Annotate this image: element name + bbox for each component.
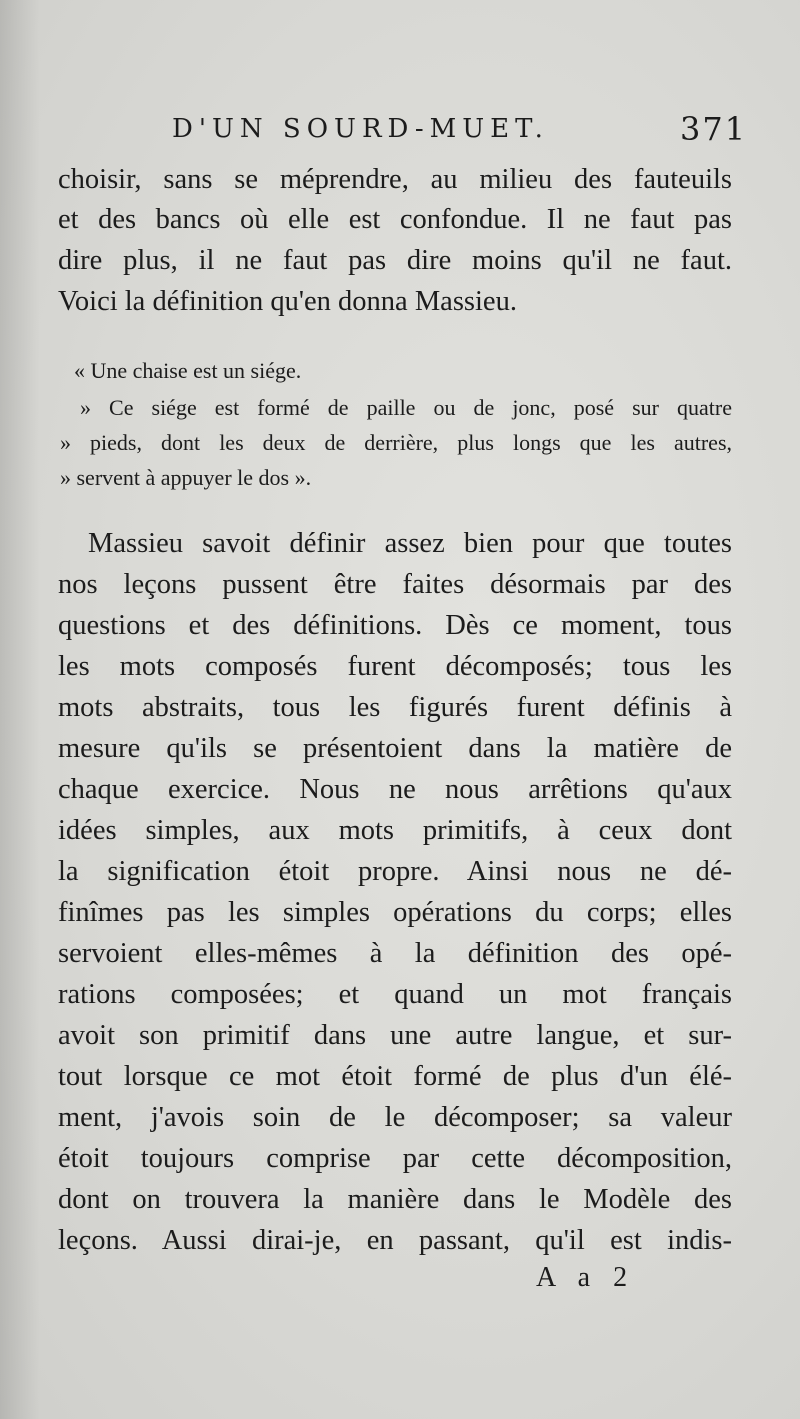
catchword: A a 2 <box>536 1262 636 1293</box>
text-line: chaque exercice. Nous ne nous arrêtions qu'aux <box>58 774 732 805</box>
quote-line: » pieds, dont les deux de derrière, plus longs que les autres, <box>60 430 732 455</box>
text-line: servoient elles-mêmes à la définition des opé- <box>58 938 732 969</box>
text-line: ment, j'avois soin de le décomposer; sa valeur <box>58 1102 732 1133</box>
quote-line: « Une chaise est un siége. <box>74 358 302 383</box>
text-line: Voici la définition qu'en donna Massieu. <box>58 286 517 317</box>
text-line: questions et des définitions. Dès ce moment, tous <box>58 610 732 641</box>
text-line: mesure qu'ils se présentoient dans la matière de <box>58 733 732 764</box>
quote-line: » servent à appuyer le dos ». <box>60 465 312 490</box>
text-line: dont on trouvera la manière dans le Modèle des <box>58 1184 732 1215</box>
text-line: rations composées; et quand un mot français <box>58 979 732 1010</box>
running-head: D'UN SOURD-MUET. <box>172 114 549 144</box>
quote-line: » Ce siége est formé de paille ou de jonc, posé sur quatre <box>80 395 732 420</box>
text-line: finîmes pas les simples opérations du corps; elles <box>58 897 732 928</box>
text-line: et des bancs où elle est confondue. Il ne faut pas <box>58 204 732 235</box>
gutter-shadow <box>0 0 40 1419</box>
text-line: tout lorsque ce mot étoit formé de plus d'un élé- <box>58 1061 732 1092</box>
text-line: mots abstraits, tous les figurés furent définis à <box>58 692 732 723</box>
page-number: 371 <box>680 110 748 148</box>
text-line: nos leçons pussent être faites désormais par des <box>58 569 732 600</box>
page-header <box>0 110 800 154</box>
text-line: les mots composés furent décomposés; tous les <box>58 651 732 682</box>
text-line: choisir, sans se méprendre, au milieu des fauteuils <box>58 164 732 195</box>
text-line: la signification étoit propre. Ainsi nous ne dé- <box>58 856 732 887</box>
text-line: leçons. Aussi dirai-je, en passant, qu'il est indis- <box>58 1225 732 1256</box>
text-line: idées simples, aux mots primitifs, à ceux dont <box>58 815 732 846</box>
text-line: avoit son primitif dans une autre langue, et sur- <box>58 1020 732 1051</box>
text-line: dire plus, il ne faut pas dire moins qu'il ne faut. <box>58 245 732 276</box>
text-line: Massieu savoit définir assez bien pour que toutes <box>88 528 732 559</box>
text-line: étoit toujours comprise par cette décomposition, <box>58 1143 732 1174</box>
